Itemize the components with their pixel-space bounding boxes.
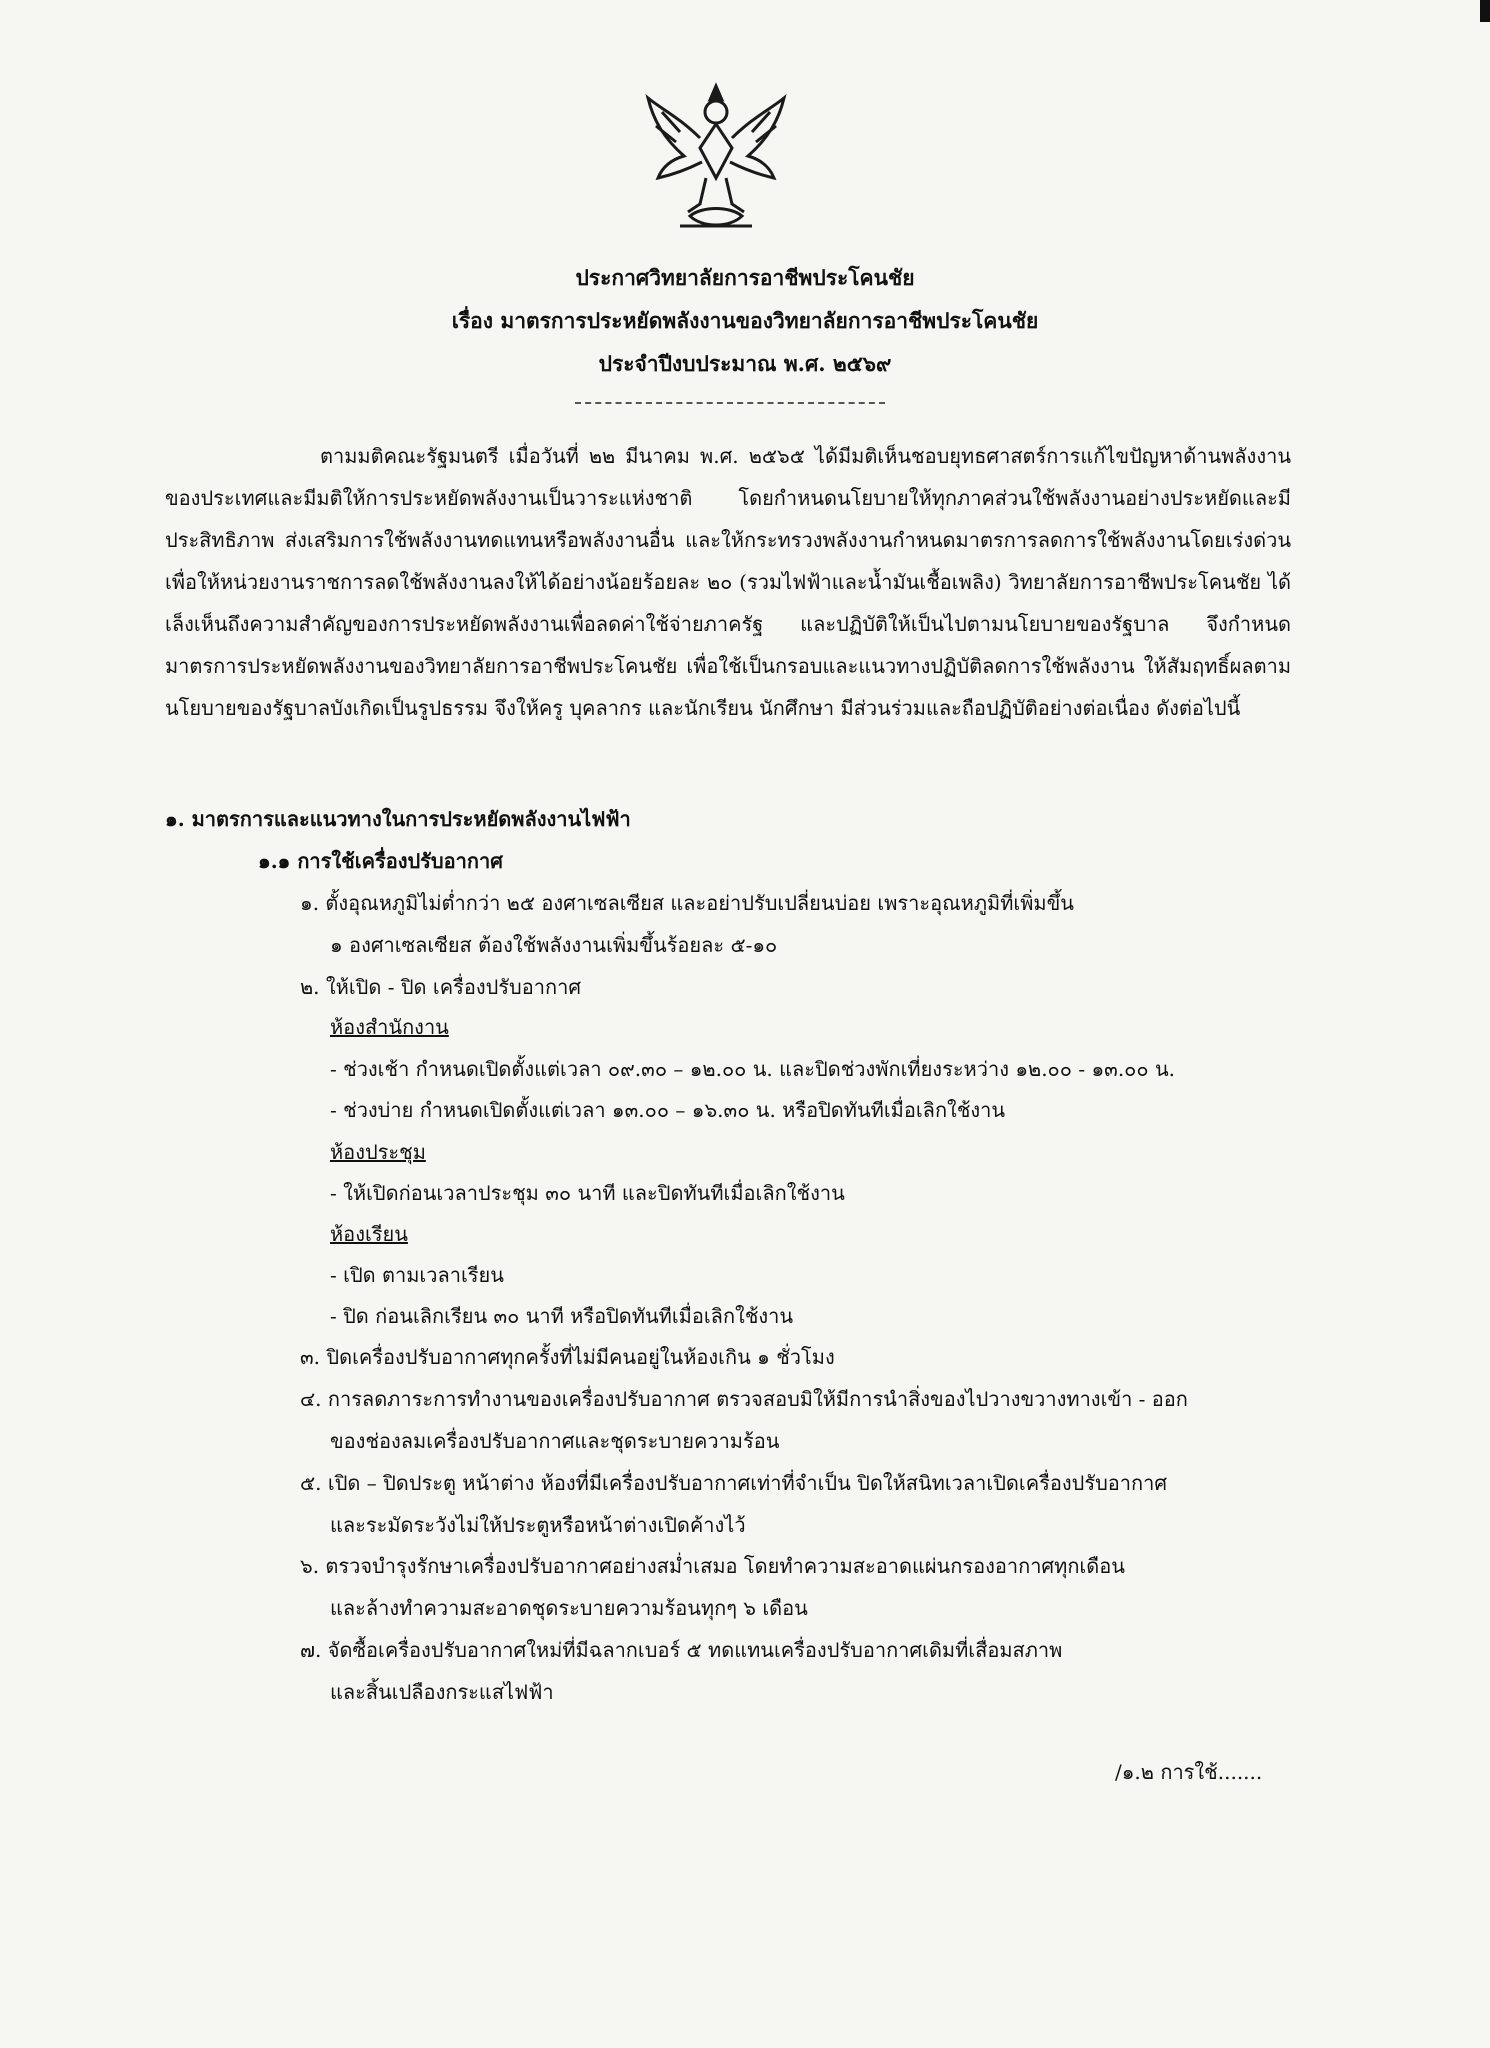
list-item-5-cont: และระมัดระวังไม่ให้ประตูหรือหน้าต่างเปิดค้างไว้ xyxy=(330,1513,746,1537)
list-item-6: ๖. ตรวจบำรุงรักษาเครื่องปรับอากาศอย่างสม่ำเสมอ โดยทำความสะอาดแผ่นกรองอากาศทุกเดือน xyxy=(300,1554,1125,1578)
scan-edge-mark xyxy=(1480,0,1490,22)
section-1-1-title: ๑.๑ การใช้เครื่องปรับอากาศ xyxy=(258,849,503,873)
list-item-1: ๑. ตั้งอุณหภูมิไม่ต่ำกว่า ๒๕ องศาเซลเซียส และอย่าปรับเปลี่ยนบ่อย เพราะอุณหภูมิที่เพิ่มขึ้น xyxy=(300,891,1074,915)
classroom-heading: ห้องเรียน xyxy=(330,1222,408,1246)
continued-next-page: /๑.๒ การใช้....... xyxy=(1115,1760,1263,1784)
classroom-close: - ปิด ก่อนเลิกเรียน ๓๐ นาที หรือปิดทันทีเมื่อเลิกใช้งาน xyxy=(330,1304,794,1328)
list-item-7-cont: และสิ้นเปลืองกระแสไฟฟ้า xyxy=(330,1680,554,1704)
meeting-rule: - ให้เปิดก่อนเวลาประชุม ๓๐ นาที และปิดทันทีเมื่อเลิกใช้งาน xyxy=(330,1181,845,1205)
classroom-open: - เปิด ตามเวลาเรียน xyxy=(330,1263,504,1287)
section-1-title: ๑. มาตรการและแนวทางในการประหยัดพลังงานไฟฟ้า xyxy=(165,807,631,831)
meeting-room-heading: ห้องประชุม xyxy=(330,1140,426,1164)
list-item-5: ๕. เปิด – ปิดประตู หน้าต่าง ห้องที่มีเครื่องปรับอากาศเท่าที่จำเป็น ปิดให้สนิทเวลาเปิดเครื่องปรับอากาศ xyxy=(300,1471,1168,1495)
list-item-2: ๒. ให้เปิด - ปิด เครื่องปรับอากาศ xyxy=(300,975,582,999)
list-item-4: ๔. การลดภาระการทำงานของเครื่องปรับอากาศ ตรวจสอบมิให้มีการนำสิ่งของไปวางขวางทางเข้า - ออก xyxy=(300,1387,1188,1411)
list-item-6-cont: และล้างทำความสะอาดชุดระบายความร้อนทุกๆ ๖ เดือน xyxy=(330,1596,808,1620)
list-item-1-cont: ๑ องศาเซลเซียส ต้องใช้พลังงานเพิ่มขึ้นร้อยละ ๕-๑๐ xyxy=(330,933,778,957)
announcement-subject: เรื่อง มาตรการประหยัดพลังงานของวิทยาลัยการอาชีพประโคนชัย xyxy=(451,308,1039,333)
intro-paragraph: ตามมติคณะรัฐมนตรี เมื่อวันที่ ๒๒ มีนาคม พ.ศ. ๒๕๖๕ ได้มีมติเห็นชอบยุทธศาสตร์การแก้ไขปัญหาด้านพลังงานของประเทศและมีมติให้การประหยัดพลังงานเป็นวาระแห่งชาติ โดยกำหนดนโยบายให้ทุกภาคส่วนใช้พลังงานอย่างประหยัดและมีประสิทธิภาพ ส่งเสริมการใช้พลังงานทดแทนหรือพลังงานอื่น และให้กระทรวงพลังงานกำหนดมาตรการลดการใช้พลังงานโดยเร่งด่วน เพื่อให้หน่วยงานราชการลดใช้พลังงานลงให้ได้อย่างน้อยร้อยละ ๒๐ (รวมไฟฟ้าและน้ำมันเชื้อเพลิง) วิทยาลัยการอาชีพประโคนชัย ได้เล็งเห็นถึงความสำคัญของการประหยัดพลังงานเพื่อลดค่าใช้จ่ายภาครัฐ และปฏิบัติให้เป็นไปตามนโยบายของรัฐบาล จึงกำหนดมาตรการประหยัดพลังงานของวิทยาลัยการอาชีพประโคนชัย เพื่อใช้เป็นกรอบและแนวทางปฏิบัติลดการใช้พลังงาน ให้สัมฤทธิ์ผลตามนโยบายของรัฐบาลบังเกิดเป็นรูปธรรม จึงให้ครู บุคลากร และนักเรียน นักศึกษา มีส่วนร่วมและถือปฏิบัติอย่างต่อเนื่อง ดังต่อไปนี้ xyxy=(165,444,1291,720)
garuda-emblem-icon xyxy=(640,78,792,236)
list-item-4-cont: ของช่องลมเครื่องปรับอากาศและชุดระบายความร้อน xyxy=(330,1429,780,1453)
office-room-heading: ห้องสำนักงาน xyxy=(330,1015,449,1039)
announcement-title: ประกาศวิทยาลัยการอาชีพประโคนชัย xyxy=(575,265,915,290)
office-afternoon: - ช่วงบ่าย กำหนดเปิดตั้งแต่เวลา ๑๓.๐๐ – ๑๖.๓๐ น. หรือปิดทันทีเมื่อเลิกใช้งาน xyxy=(330,1098,1006,1122)
list-item-3: ๓. ปิดเครื่องปรับอากาศทุกครั้งที่ไม่มีคนอยู่ในห้องเกิน ๑ ชั่วโมง xyxy=(300,1345,835,1369)
header-divider xyxy=(575,402,885,404)
fiscal-year: ประจำปีงบประมาณ พ.ศ. ๒๕๖๙ xyxy=(598,351,892,376)
list-item-7: ๗. จัดซื้อเครื่องปรับอากาศใหม่ที่มีฉลากเบอร์ ๕ ทดแทนเครื่องปรับอากาศเดิมที่เสื่อมสภาพ xyxy=(300,1638,1063,1662)
office-morning: - ช่วงเช้า กำหนดเปิดตั้งแต่เวลา ๐๙.๓๐ – ๑๒.๐๐ น. และปิดช่วงพักเที่ยงระหว่าง ๑๒.๐๐ - ๑๓.๐๐ น. xyxy=(330,1057,1175,1081)
